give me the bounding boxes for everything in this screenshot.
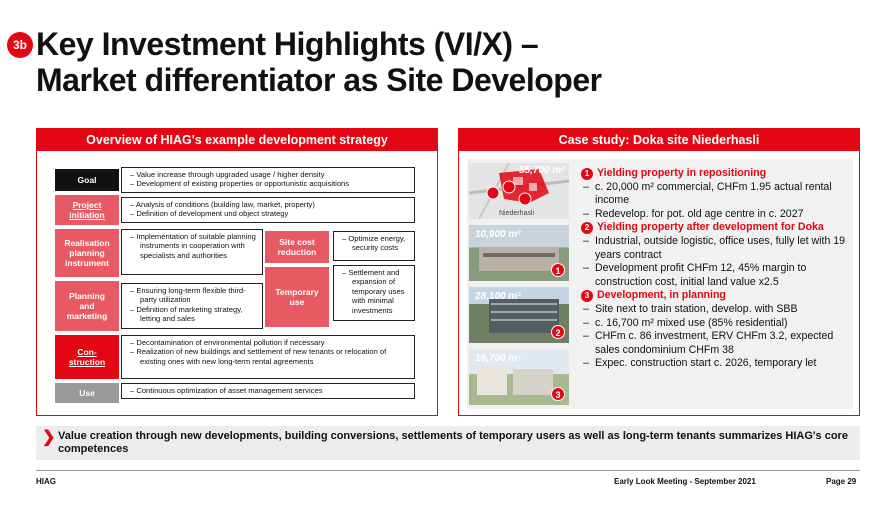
stage-goal-label: Goal (77, 175, 97, 185)
section-badge: 3b (7, 32, 33, 58)
summary-banner (36, 426, 860, 460)
stage-construction: Con- struction (55, 335, 119, 379)
map-place-label: Niederhasli (499, 210, 535, 217)
photo-1-area-tag: 10,900 m² (475, 229, 521, 240)
photo-3-number: 3 (551, 387, 565, 401)
case-heading-2: 2 Yielding property after development for Doka (581, 221, 851, 235)
page-title (36, 26, 602, 98)
list-item: – Continuous optimization of asset management services (130, 386, 323, 395)
list-item: – Ensuring long-term flexible third-party utilization (130, 286, 246, 305)
stage-goal (55, 169, 119, 191)
case-number-3: 3 (581, 290, 593, 302)
site-photo-1 (469, 225, 569, 281)
footer-meeting: Early Look Meeting - September 2021 (614, 477, 756, 486)
stage-use: Use (55, 383, 119, 403)
case-heading-3: 3 Development, in planning (581, 289, 851, 303)
summary-text: Value creation through new developments, building conversions, settlements of temporary users as well as long-term tenants summarizes HIAG's core competences (58, 430, 848, 455)
stage-project-initiation: Project initiation (55, 195, 119, 225)
footer-divider (36, 470, 860, 471)
strategy-panel (36, 128, 438, 416)
list-item: – Analysis of conditions (building law, market, property) (130, 200, 315, 209)
list-item: – Implementation of suitable planning instruments in cooperation with specialists and authorities (130, 232, 256, 260)
list-item: – Decontamination of environmental pollution if necessary (130, 338, 325, 347)
stage-site-cost-text (333, 231, 415, 261)
photo-3-area-tag: 16,700 m² (475, 353, 521, 364)
title-line-1: Key Investment Highlights (VI/X) – (36, 26, 539, 62)
list-item: – Optimize energy, security costs (342, 234, 406, 253)
list-item: – Definition of development und object strategy (130, 209, 289, 219)
stage-construction-text (121, 335, 415, 379)
list-item: – Industrial, outside logistic, office uses, fully let with 19 years contract (581, 235, 851, 262)
chevron-right-icon: ❯ (42, 429, 56, 446)
photo-1-number: 1 (551, 263, 565, 277)
case-study-title: Case study: Doka site Niederhasli (459, 129, 859, 151)
stage-project-initiation-text (121, 197, 415, 223)
list-item: – Development of existing properties or opportunistic acquisitions (130, 179, 350, 189)
list-item: – Value increase through upgraded usage / higher density (130, 170, 325, 179)
strategy-diagram (51, 159, 423, 407)
stage-site-cost-reduction: Site cost reduction (265, 231, 329, 263)
list-item: – Settlement and expansion of temporary uses with minimal investments (342, 268, 405, 315)
list-item: – Redevelop. for pot. old age centre in c. 2027 (581, 208, 851, 222)
site-photo-3 (469, 349, 569, 405)
list-item: – c. 20,000 m² commercial, CHFm 1.95 actual rental income (581, 181, 851, 208)
stage-use-text (121, 383, 415, 399)
list-item: – CHFm c. 86 investment, ERV CHFm 3.2, expected sales condominium CHFm 38 (581, 330, 851, 357)
stage-temporary-use: Temporary use (265, 267, 329, 327)
case-study-list (581, 167, 851, 371)
list-item: – Realization of new buildings and settlement of new tenants or relocation of existing ones with new long-term rental agreements (130, 347, 387, 366)
photo-2-number: 2 (551, 325, 565, 339)
footer-page: Page 29 (826, 477, 857, 486)
list-item: – Development profit CHFm 12, 45% margin to construction cost, initial land value x2.5 (581, 262, 851, 289)
case-number-1: 1 (581, 168, 593, 180)
site-photo-2 (469, 287, 569, 343)
case-number-2: 2 (581, 222, 593, 234)
list-item: – Expec. construction start c. 2026, temporary let (581, 357, 851, 371)
title-line-2: Market differentiator as Site Developer (36, 62, 602, 98)
case-study-panel (458, 128, 860, 416)
list-item: – Definition of marketing strategy, letting and sales (130, 304, 243, 324)
stage-temporary-use-text (333, 265, 415, 321)
case-heading-1: 1 Yielding property in repositioning (581, 167, 851, 181)
site-map-image (469, 163, 569, 219)
map-area-tag: 55,700 m² (519, 165, 565, 176)
strategy-panel-title: Overview of HIAG's example development strategy (37, 129, 437, 151)
photo-2-area-tag: 28,100 m² (475, 291, 521, 302)
stage-realisation: Realisation planning instrument (55, 229, 119, 277)
list-item: – c. 16,700 m² mixed use (85% residential) (581, 317, 851, 331)
stage-goal-text (121, 167, 415, 193)
stage-realisation-text (121, 229, 263, 275)
stage-planning-marketing: Planning and marketing (55, 281, 119, 331)
stage-planning-marketing-text (121, 283, 263, 329)
footer-company: HIAG (36, 477, 56, 486)
list-item: – Site next to train station, develop. with SBB (581, 303, 851, 317)
